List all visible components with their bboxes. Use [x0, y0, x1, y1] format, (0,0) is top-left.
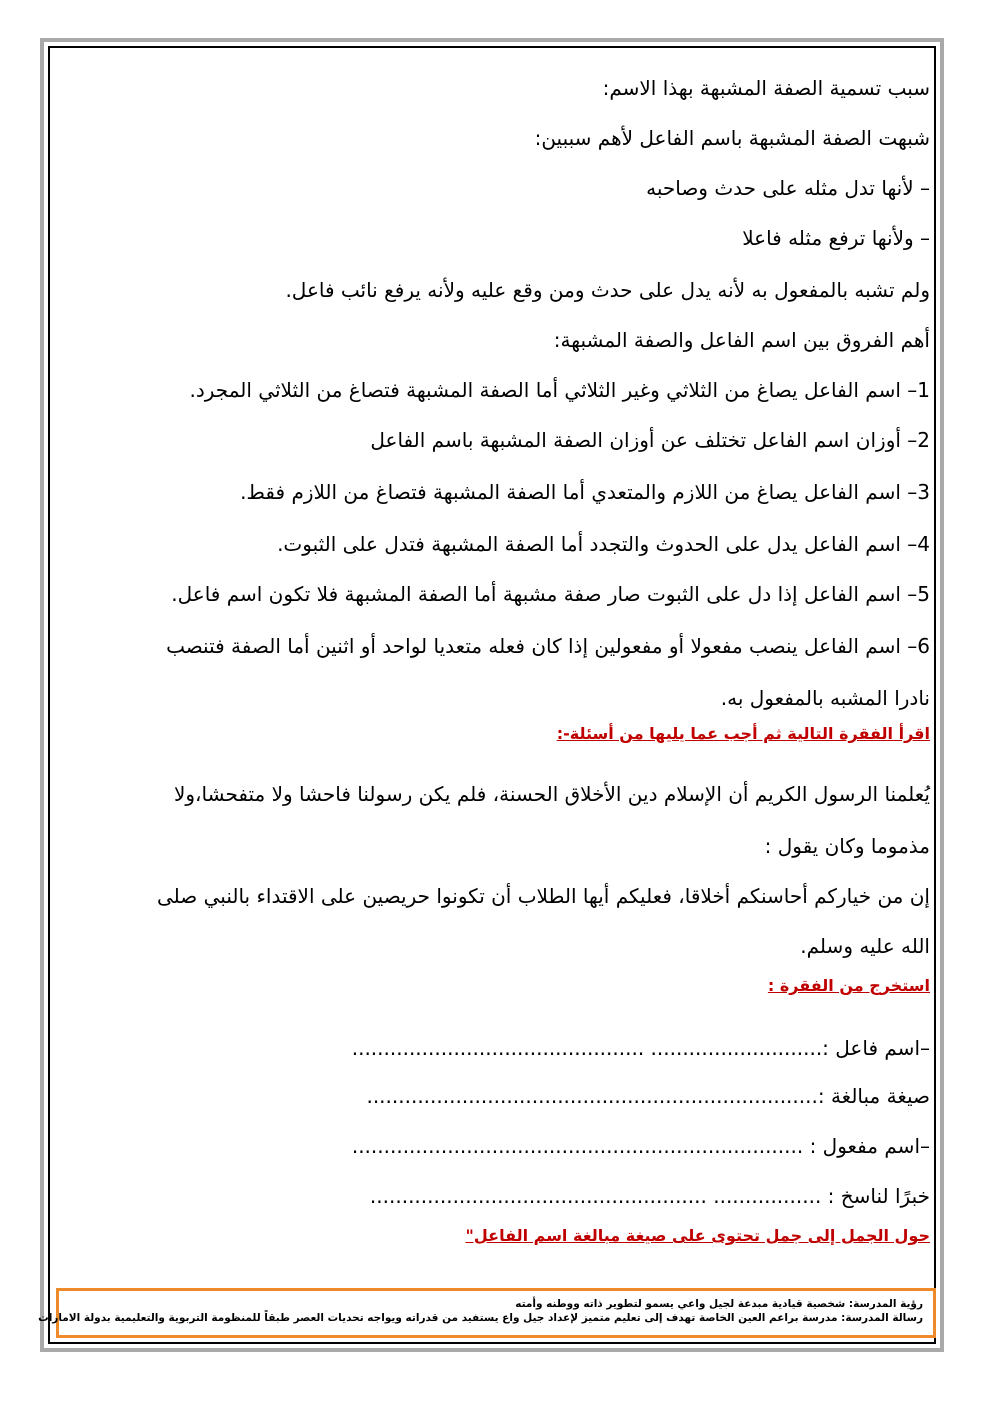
difference-6-continued: نادرا المشبه بالمفعول به. — [720, 686, 930, 710]
passage-line-3: إن من خياركم أحاسنكم أخلاقا، فعليكم أيها الطلاب أن تكونوا حريصين على الاقتداء بالنبي صلى — [157, 884, 930, 908]
heading-read-passage: اقرأ الفقرة التالية ثم أجب عما يليها من أسئلة-: — [556, 724, 930, 743]
list-item-reason-2: – ولأنها ترفع مثله فاعلا — [742, 226, 930, 250]
difference-2: 2– أوزان اسم الفاعل تختلف عن أوزان الصفة المشبهة باسم الفاعل — [370, 428, 930, 452]
exercise-passive-participle: –اسم مفعول : ....................................................................... — [351, 1134, 930, 1158]
text-two-reasons: شبهت الصفة المشبهة باسم الفاعل لأهم سببين: — [534, 126, 930, 150]
difference-3: 3– اسم الفاعل يصاغ من اللازم والمتعدي أما الصفة المشبهة فتصاغ من اللازم فقط. — [240, 480, 930, 504]
exercise-active-participle: –اسم فاعل :........................... .............................................. — [351, 1036, 930, 1060]
passage-line-2: مذموما وكان يقول : — [764, 834, 930, 858]
school-footer — [38, 1288, 936, 1338]
heading-differences: أهم الفروق بين اسم الفاعل والصفة المشبهة: — [553, 328, 930, 352]
difference-5: 5– اسم الفاعل إذا دل على الثبوت صار صفة مشبهة أما الصفة المشبهة فلا تكون اسم فاعل. — [171, 582, 930, 606]
difference-4: 4– اسم الفاعل يدل على الحدوث والتجدد أما الصفة المشبهة فتدل على الثبوت. — [277, 532, 930, 556]
passage-line-1: يُعلمنا الرسول الكريم أن الإسلام دين الأخلاق الحسنة، فلم يكن رسولنا فاحشا ولا متفحشا،ولا — [173, 782, 930, 806]
school-mission: رسالة المدرسة: مدرسة براعم العين الخاصة تهدف إلى تعليم متميز لإعداد جيل واع يستفيد من قدراته ويواجه تحديات العصر طبقاً للمنظومة التربوية والتعليمية بدولة الامارات — [38, 1312, 923, 1324]
exercise-copula-predicate: خبرًا لناسخ : ................. ..................................................... — [369, 1184, 930, 1208]
heading-extract: استخرج من الفقرة : — [767, 976, 930, 995]
exercise-intensive-form: صيغة مبالغة :....................................................................... — [366, 1084, 930, 1108]
heading-convert-sentences: حول الجمل إلى جمل تحتوى على صيغة مبالغة اسم الفاعل" — [465, 1226, 930, 1245]
heading-naming-reason: سبب تسمية الصفة المشبهة بهذا الاسم: — [602, 76, 930, 100]
difference-6: 6– اسم الفاعل ينصب مفعولا أو مفعولين إذا كان فعله متعديا لواحد أو اثنين أما الصفة فتنصب — [166, 634, 930, 658]
text-object-note: ولم تشبه بالمفعول به لأنه يدل على حدث ومن وقع عليه ولأنه يرفع نائب فاعل. — [285, 278, 930, 302]
school-vision: رؤية المدرسة: شخصية قيادية مبدعة لجيل واعي يسمو لتطوير ذاته ووطنه وأمته — [515, 1298, 923, 1310]
passage-line-4: الله عليه وسلم. — [800, 934, 930, 958]
difference-1: 1– اسم الفاعل يصاغ من الثلاثي وغير الثلاثي أما الصفة المشبهة فتصاغ من الثلاثي المجرد. — [189, 378, 930, 402]
list-item-reason-1: – لأنها تدل مثله على حدث وصاحبه — [646, 176, 930, 200]
